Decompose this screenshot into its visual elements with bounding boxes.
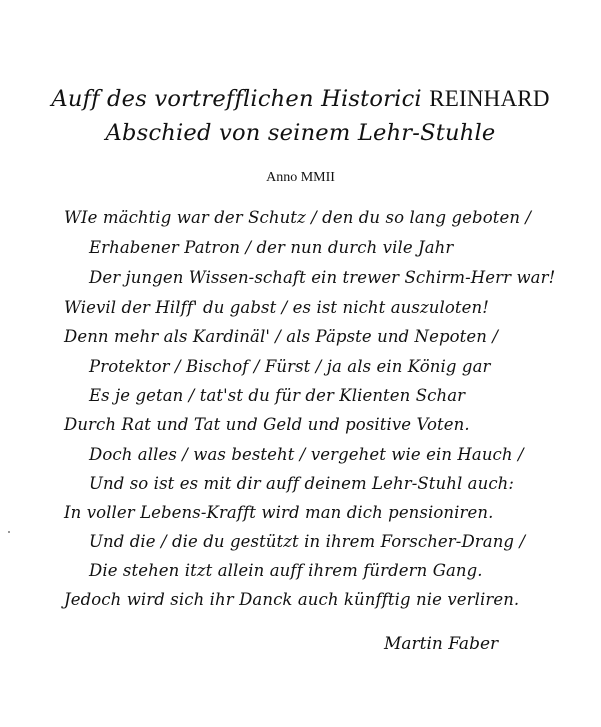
poem-line-14: Jedoch wird sich ihr Danck auch künfftig nie verliren. xyxy=(64,590,520,609)
title-line-2: Abschied von seinem Lehr-Stuhle xyxy=(105,120,496,146)
poem-line-1: WIe mächtig war der Schutz / den du so lang geboten / xyxy=(64,208,532,227)
title-prefix: Auff des vortrefflichen Historici xyxy=(51,86,422,112)
title-name: REINHARD xyxy=(429,86,550,111)
poem-line-6: Protektor / Bischof / Fürst / ja als ein König gar xyxy=(89,357,491,376)
poem-line-4: Wievil der Hilff' du gabst / es ist nicht auszuloten! xyxy=(64,298,489,317)
poem-line-13: Die stehen itzt allein auff ihrem fürdern Gang. xyxy=(89,561,483,580)
anno-date: Anno MMII xyxy=(266,170,335,185)
poem-line-9: Doch alles / was besteht / vergehet wie ein Hauch / xyxy=(89,445,524,464)
poem-line-7: Es je getan / tat'st du für der Klienten Schar xyxy=(89,386,466,405)
title-line-1 xyxy=(0,86,601,112)
poem-line-3: Der jungen Wissen-schaft ein trewer Schirm-Herr war! xyxy=(89,268,556,287)
poem-line-11: In voller Lebens-Krafft wird man dich pensioniren. xyxy=(64,503,494,522)
poem-line-8: Durch Rat und Tat und Geld und positive Voten. xyxy=(64,415,470,434)
poem-line-10: Und so ist es mit dir auff deinem Lehr-Stuhl auch: xyxy=(89,474,515,493)
poem-line-5: Denn mehr als Kardinäl' / als Päpste und Nepoten / xyxy=(64,327,498,346)
poem-line-12: Und die / die du gestützt in ihrem Forscher-Drang / xyxy=(89,532,526,551)
signature: Martin Faber xyxy=(384,634,499,654)
poem-line-2: Erhabener Patron / der nun durch vile Jahr xyxy=(89,238,454,257)
scan-speck xyxy=(8,531,10,533)
